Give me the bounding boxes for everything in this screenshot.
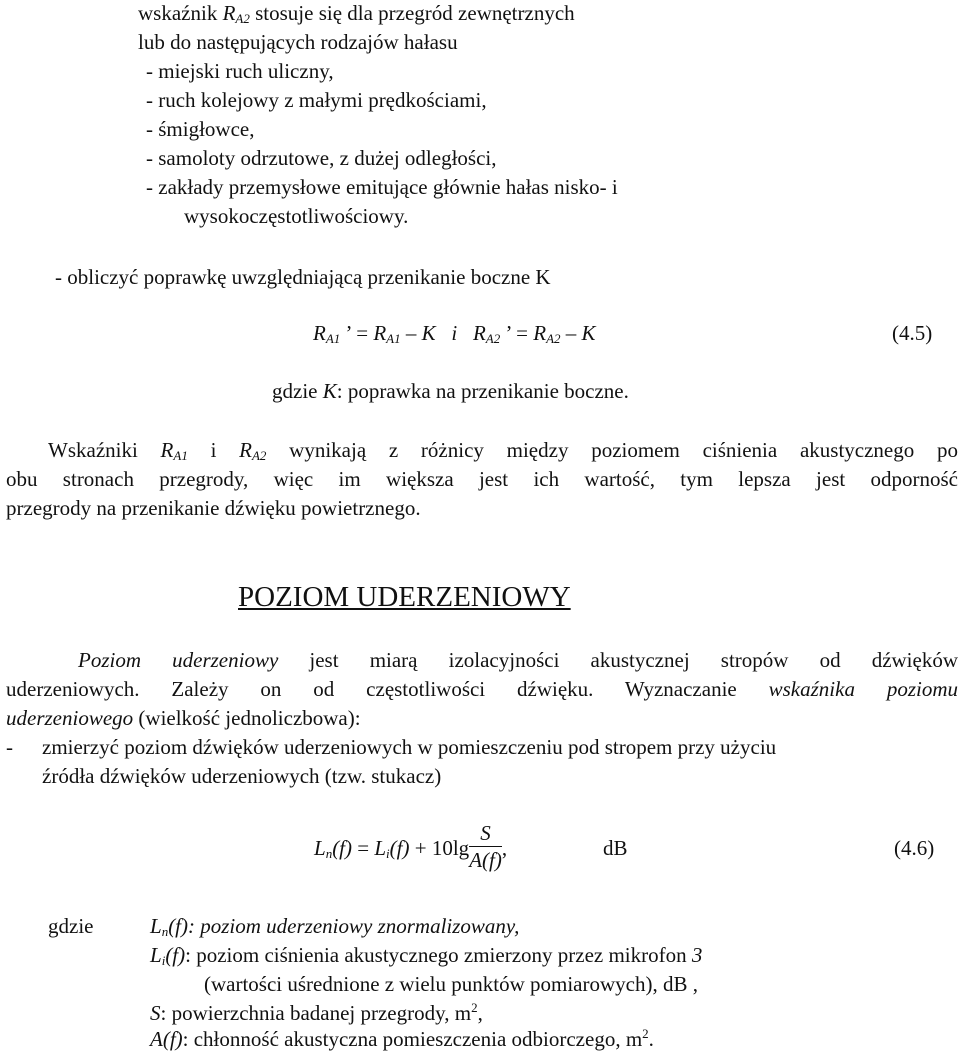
legend-gdzie: gdzie bbox=[48, 914, 94, 938]
legend-line-3: (wartości uśrednione z wielu punktów pomiarowych), dB , bbox=[204, 972, 698, 996]
paragraph-1-line-1: Wskaźniki $R_{A1}$ i $R_{A2}$ wynikają z różnicy między poziomem ciśnienia akustycznego po bbox=[48, 438, 958, 463]
list-item: - samoloty odrzutowe, z dużej odległości, bbox=[146, 146, 497, 170]
section-heading: POZIOM UDERZENIOWY bbox=[238, 581, 571, 613]
paragraph-1-line-2: obu stronach przegrody, więc im większa jest ich wartość, tym lepsza jest odporność bbox=[6, 467, 958, 491]
list-item: - śmigłowce, bbox=[146, 117, 255, 141]
list-item: - zakłady przemysłowe emitujące głównie hałas nisko- i bbox=[146, 175, 618, 199]
equation-note: gdzie K: poprawka na przenikanie boczne. bbox=[272, 379, 629, 403]
list-item: - miejski ruch uliczny, bbox=[146, 59, 334, 83]
intro-line-2: lub do następujących rodzajów hałasu bbox=[138, 30, 458, 54]
bullet-dash: - bbox=[6, 735, 13, 759]
equation-number-4-6: (4.6) bbox=[894, 836, 935, 860]
intro-line-1: wskaźnik $R_{A2}$ stosuje się dla przegród zewnętrznych bbox=[138, 1, 575, 26]
bullet-text-line-2: źródła dźwięków uderzeniowych (tzw. stukacz) bbox=[42, 764, 442, 788]
equation-4-5: $R_{A1}$ ’ = $R_{A1}$ – K i $R_{A2}$ ’ = $R_{A2}$ – K bbox=[313, 321, 596, 346]
fraction: $\frac{S}{A(f)}$ bbox=[469, 820, 502, 872]
paragraph-2-line-3: uderzeniowego (wielkość jednoliczbowa): bbox=[6, 706, 361, 730]
list-item: - ruch kolejowy z małymi prędkościami, bbox=[146, 88, 487, 112]
list-item-continuation: wysokoczęstotliwościowy. bbox=[184, 204, 409, 228]
legend-line-4: S: powierzchnia badanej przegrody, $m^2$, bbox=[150, 1000, 483, 1025]
equation-4-6-unit: dB bbox=[603, 836, 628, 860]
k-correction-line: - obliczyć poprawkę uwzględniającą przenikanie boczne K bbox=[55, 265, 551, 289]
bullet-text-line-1: zmierzyć poziom dźwięków uderzeniowych w pomieszczeniu pod stropem przy użyciu bbox=[42, 735, 777, 759]
paragraph-2-line-2: uderzeniowych. Zależy on od częstotliwości dźwięku. Wyznaczanie wskaźnika poziomu bbox=[6, 677, 959, 701]
paragraph-1-line-3: przegrody na przenikanie dźwięku powietrznego. bbox=[6, 496, 421, 520]
equation-4-6: $L_n(f) = L_i(f) + 10\lg$ $\frac{S}{A(f)}$ , bbox=[314, 820, 508, 872]
equation-number-4-5: (4.5) bbox=[892, 321, 933, 345]
paragraph-2-line-1: Poziom uderzeniowy jest miarą izolacyjności akustycznej stropów od dźwięków bbox=[78, 648, 958, 672]
legend-line-2: $L_i(f)$: poziom ciśnienia akustycznego zmierzony przez mikrofon 3 bbox=[150, 943, 703, 968]
legend-line-5: A(f): chłonność akustyczna pomieszczenia odbiorczego, $m^2$. bbox=[150, 1026, 654, 1051]
legend-line-1: $L_n(f)$: poziom uderzeniowy znormalizowany, bbox=[150, 914, 520, 939]
